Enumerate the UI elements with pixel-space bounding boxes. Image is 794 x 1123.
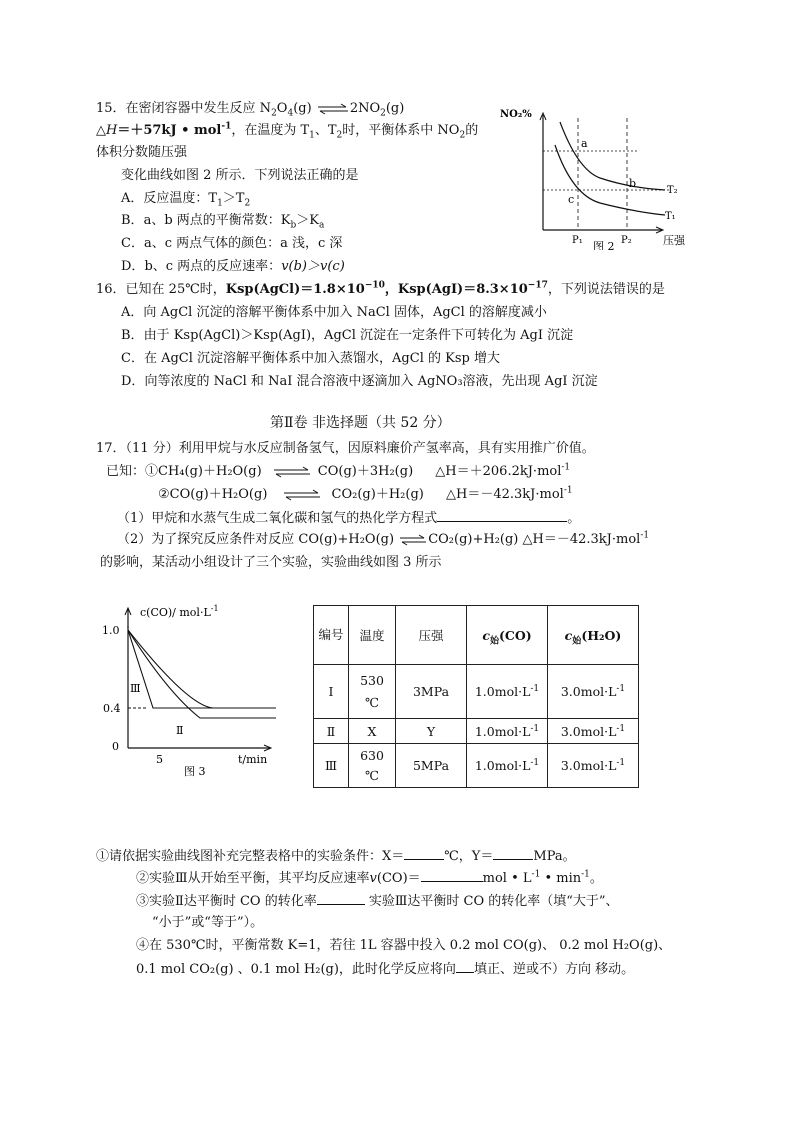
q15-option-a	[121, 190, 250, 207]
question-4-line2	[136, 960, 634, 978]
q17-stem-text: （11 分）利用甲烷与水反应制备氢气，因原料廉价产氢率高，具有实用推广价值。	[125, 441, 595, 456]
question-4: ④在 530℃时，平衡常数 K=1，若往 1L 容器中投入 0.2 mol CO(g)、 0.2 mol H₂O(g)、	[136, 938, 672, 953]
cell-c-co: $1.0mol\cdot L^{-1}$	[467, 665, 548, 719]
y-blank[interactable]	[493, 847, 533, 860]
fig2-caption: 图 2	[593, 240, 615, 250]
th-number	[314, 606, 349, 665]
option-text: 向 AgCl 沉淀的溶解平衡体系中加入 NaCl 固体，AgCl 的溶解度减小	[143, 305, 547, 320]
x-blank[interactable]	[404, 847, 444, 860]
q3-text: ③实验Ⅱ达平衡时 CO 的转化率	[136, 894, 317, 909]
option-label: C．	[121, 351, 144, 366]
option-label: A．	[121, 191, 144, 206]
option-sub1: 1	[217, 198, 223, 209]
q2-min: • min	[540, 871, 582, 886]
question-3	[136, 892, 619, 910]
q17-sub2-rhs: CO₂(g)+H₂(g) △H＝－42.3kJ·mol	[428, 532, 641, 547]
q15-h: H	[106, 123, 118, 138]
cell-id: Ⅲ	[314, 744, 349, 788]
option-sub2: a	[318, 220, 325, 231]
q17-eq2	[158, 486, 573, 503]
q17-sub1-blank[interactable]	[437, 509, 567, 522]
cell-c-h2o: $3.0mol\cdot L^{-1}$	[548, 665, 639, 719]
q3-mid: 实验Ⅲ达平衡时 CO 的转化率（填“大于”、	[364, 894, 619, 909]
q17-eq1-dh	[435, 464, 570, 479]
q17-eq1	[106, 463, 570, 480]
q15-dh-exp: -1	[221, 121, 232, 132]
q2-v: v	[369, 871, 377, 886]
fig2-xlabel: 压强	[663, 234, 685, 247]
q16-number: 16．	[96, 282, 126, 297]
q17-eq1-dh-exp: -1	[561, 462, 571, 473]
q15-t-end: 的	[465, 123, 479, 138]
cell-c-h2o: $3.0mol\cdot L^{-1}$	[548, 744, 639, 788]
q17-sub1	[117, 509, 580, 527]
cell-temp: 530 ℃	[349, 665, 396, 719]
q17-sub2-exp: -1	[640, 530, 650, 541]
cell-temp: X	[349, 719, 396, 744]
option-text: b、c 两点的反应速率：	[144, 259, 282, 274]
th-c-co: $c_始(CO)$	[467, 606, 548, 665]
q15-stem-line3: 体积分数随压强	[96, 145, 188, 160]
cell-pressure: 3MPa	[396, 665, 467, 719]
cell-id: Ⅰ	[314, 665, 349, 719]
option-label: A．	[121, 305, 144, 320]
table-row	[314, 744, 639, 788]
q17-eq2-dh-text: △H＝－42.3kJ·mol	[445, 487, 564, 502]
q17-eq2-dh-exp: -1	[563, 485, 573, 496]
fig2-ylabel: NO₂%	[500, 109, 532, 120]
fig2-curve-t2	[560, 122, 665, 190]
q17-sub1-end: 。	[567, 511, 581, 526]
th-number-text: 编号	[318, 627, 344, 642]
q17-eq2-dh	[446, 487, 573, 502]
fig3-tick-0: 0	[112, 740, 119, 753]
fig3-tick-5: 5	[156, 753, 163, 766]
q16-ksp-agi: ，Ksp(AgI)＝8.3×10	[384, 282, 528, 297]
question-2	[136, 869, 603, 887]
option-label: D．	[121, 374, 145, 389]
fig3-tick-1: 1.0	[102, 624, 120, 637]
fig2-label-t2: T₂	[667, 185, 678, 196]
q15-stem-line1: 15．在密闭容器中发生反应 $N_2O_4(g)$ $2NO_2(g)$	[96, 101, 405, 119]
cell-c-h2o: $3.0mol\cdot L^{-1}$	[548, 719, 639, 744]
table-header-row	[314, 606, 639, 665]
fig3-label-iii: Ⅲ	[130, 682, 141, 695]
option-end: v(b)＞v(c)	[281, 259, 345, 274]
q1-mid: ℃，Y＝	[444, 849, 494, 864]
q15-option-b	[121, 212, 324, 229]
option-label: B．	[121, 213, 144, 228]
q15-delta: △	[96, 123, 106, 138]
q2-min-exp: -1	[581, 869, 590, 880]
fig2-label-p2: P₂	[621, 235, 632, 246]
equilibrium-arrow-icon	[398, 534, 428, 546]
option-text: 反应温度：T	[143, 191, 218, 206]
q15-stem-line2: △H＝＋57kJ • mol$^{-1}$，在温度为 $T_1$、$T_2$时，平衡体系中 $NO_2$的	[96, 121, 479, 141]
q15-t-sep: 、T	[314, 123, 337, 138]
option-text: 向等浓度的 NaCl 和 NaI 混合溶液中逐滴加入 AgNO₃溶液，先出现 AgI 沉淀	[144, 374, 598, 389]
equilibrium-arrow-icon	[282, 489, 322, 501]
q16-option-c	[121, 350, 500, 367]
q16-option-d	[121, 373, 598, 390]
cell-pressure: 5MPa	[396, 744, 467, 788]
q15-stem-c: (g)	[293, 101, 312, 116]
q16-ksp-agi-exp: −17	[527, 280, 548, 291]
equilibrium-arrow-icon	[316, 103, 350, 115]
question-3-line2: “小于”或“等于”）。	[152, 915, 264, 930]
q1-end: MPa。	[533, 849, 576, 864]
q15-stem-b: O	[276, 101, 288, 116]
rate-blank[interactable]	[421, 869, 483, 882]
q16-ksp-agcl-exp: −10	[364, 280, 385, 291]
th-c-h2o: $c_始(H_2O)$	[548, 606, 639, 665]
q15-t-rest: 时，平衡体系中 NO	[342, 123, 460, 138]
q15-option-d	[121, 258, 345, 275]
option-text: a、b 两点的平衡常数：K	[143, 213, 291, 228]
direction-blank[interactable]	[456, 960, 474, 973]
cell-c-co: $1.0mol\cdot L^{-1}$	[467, 719, 548, 744]
fig3-tick-04: 0.4	[103, 702, 121, 715]
q17-number: 17．	[96, 441, 126, 456]
q2-unit: mol • L	[482, 871, 532, 886]
fig3-caption: 图 3	[184, 765, 206, 778]
q17-eq2-lhs: ②CO(g)＋H₂O(g)	[158, 487, 268, 502]
fig3-label-ii: Ⅱ	[176, 724, 184, 737]
fig2-label-p1: P₁	[572, 235, 583, 246]
q15-number: 15．	[96, 101, 126, 116]
q17-eq1-dh-text: △H＝＋206.2kJ·mol	[435, 464, 562, 479]
th-temperature: 温度	[349, 606, 396, 665]
option-text: 在 AgCl 沉淀溶解平衡体系中加入蒸馏水，AgCl 的 Ksp 增大	[143, 351, 500, 366]
q16-option-a	[121, 304, 547, 321]
q17-eq1-lhs: ①CH₄(g)＋H₂O(g)	[145, 464, 262, 479]
option-sub2: 2	[244, 198, 251, 209]
option-mid: ＞T	[222, 191, 245, 206]
fig3-xlabel: t/min	[238, 753, 268, 766]
q1-text: ①请依据实验曲线图补充完整表格中的实验条件：X＝	[96, 849, 405, 864]
cell-c-co: $1.0mol\cdot L^{-1}$	[467, 744, 548, 788]
experiment-table	[313, 605, 639, 788]
q2-unit-exp: -1	[531, 869, 541, 880]
figure-2	[500, 100, 700, 250]
q17-eq2-rhs: CO₂(g)＋H₂(g)	[331, 487, 424, 502]
q4-line2b: 填正、逆或不）方向 移动。	[473, 962, 635, 977]
cell-id: Ⅱ	[314, 719, 349, 744]
option-label: C．	[121, 236, 144, 251]
q17-sub2-text: （2）为了探究反应条件对反应 CO(g)+H₂O(g)	[117, 532, 395, 547]
q17-known: 已知：	[106, 464, 146, 479]
q15-stem-e: (g)	[385, 101, 405, 116]
fig2-point-c: c	[568, 193, 575, 206]
fig2-label-t1: T₁	[665, 211, 676, 222]
q17-sub2-line2: 的影响，某活动小组设计了三个实验，实验曲线如图 3 所示	[100, 555, 442, 570]
fig3-curve-iii	[128, 630, 276, 708]
q4-line2a: 0.1 mol CO₂(g) 、0.1 mol H₂(g)，此时化学反应将向	[136, 962, 456, 977]
option-mid: ＞K	[296, 213, 319, 228]
q17-eq1-rhs: CO(g)＋3H₂(g)	[317, 464, 414, 479]
q16-stem-end: ，下列说法错误的是	[547, 282, 665, 297]
cell-pressure: Y	[396, 719, 467, 744]
table-row	[314, 665, 639, 719]
q15-stem-a: 在密闭容器中发生反应 N	[125, 101, 272, 116]
fig3-ylabel: c(CO)/ $mol\cdot L^{-1}$	[140, 604, 219, 619]
conversion-blank[interactable]	[317, 892, 365, 905]
table-row	[314, 719, 639, 744]
option-label: D．	[121, 259, 145, 274]
section-2-title: 第Ⅱ卷 非选择题（共 52 分）	[270, 415, 451, 431]
q15-stem-d: 2NO	[349, 101, 381, 116]
q15-dh-value: ＝＋57kJ • mol	[117, 123, 222, 138]
q17-sub1-text: （1）甲烷和水蒸气生成二氧化碳和氢气的热化学方程式	[117, 511, 438, 526]
option-text: a、c 两点气体的颜色：a 浅，c 深	[143, 236, 343, 251]
option-text: 由于 Ksp(AgCl)＞Ksp(AgI)，AgCl 沉淀在一定条件下可转化为 AgI 沉淀	[143, 328, 574, 343]
cell-temp: 630 ℃	[349, 744, 396, 788]
option-sub1: b	[290, 220, 297, 231]
q16-stem-a: 已知在 25℃时，	[125, 282, 226, 297]
q2-text: ②实验Ⅲ从开始至平衡，其平均反应速率	[136, 871, 370, 886]
q17-sub2	[117, 531, 649, 548]
equilibrium-arrow-icon	[272, 466, 312, 478]
q16-ksp-agcl: Ksp(AgCl)＝1.8×10	[225, 282, 365, 297]
q16-option-b	[121, 327, 573, 344]
question-1	[96, 847, 576, 865]
th-pressure: 压强	[396, 606, 467, 665]
q16-stem	[96, 281, 665, 298]
option-label: B．	[121, 328, 144, 343]
q15-stem-line4: 变化曲线如图 2 所示．下列说法正确的是	[121, 168, 359, 183]
q2-end: 。	[589, 871, 603, 886]
q15-dh-rest: ，在温度为 T	[231, 123, 310, 138]
q17-stem	[96, 440, 595, 457]
fig2-point-a: a	[581, 137, 588, 150]
fig2-point-b: b	[629, 177, 637, 190]
figure-3	[98, 588, 288, 778]
q15-option-c	[121, 235, 342, 252]
q2-co: (CO)＝	[376, 871, 421, 886]
